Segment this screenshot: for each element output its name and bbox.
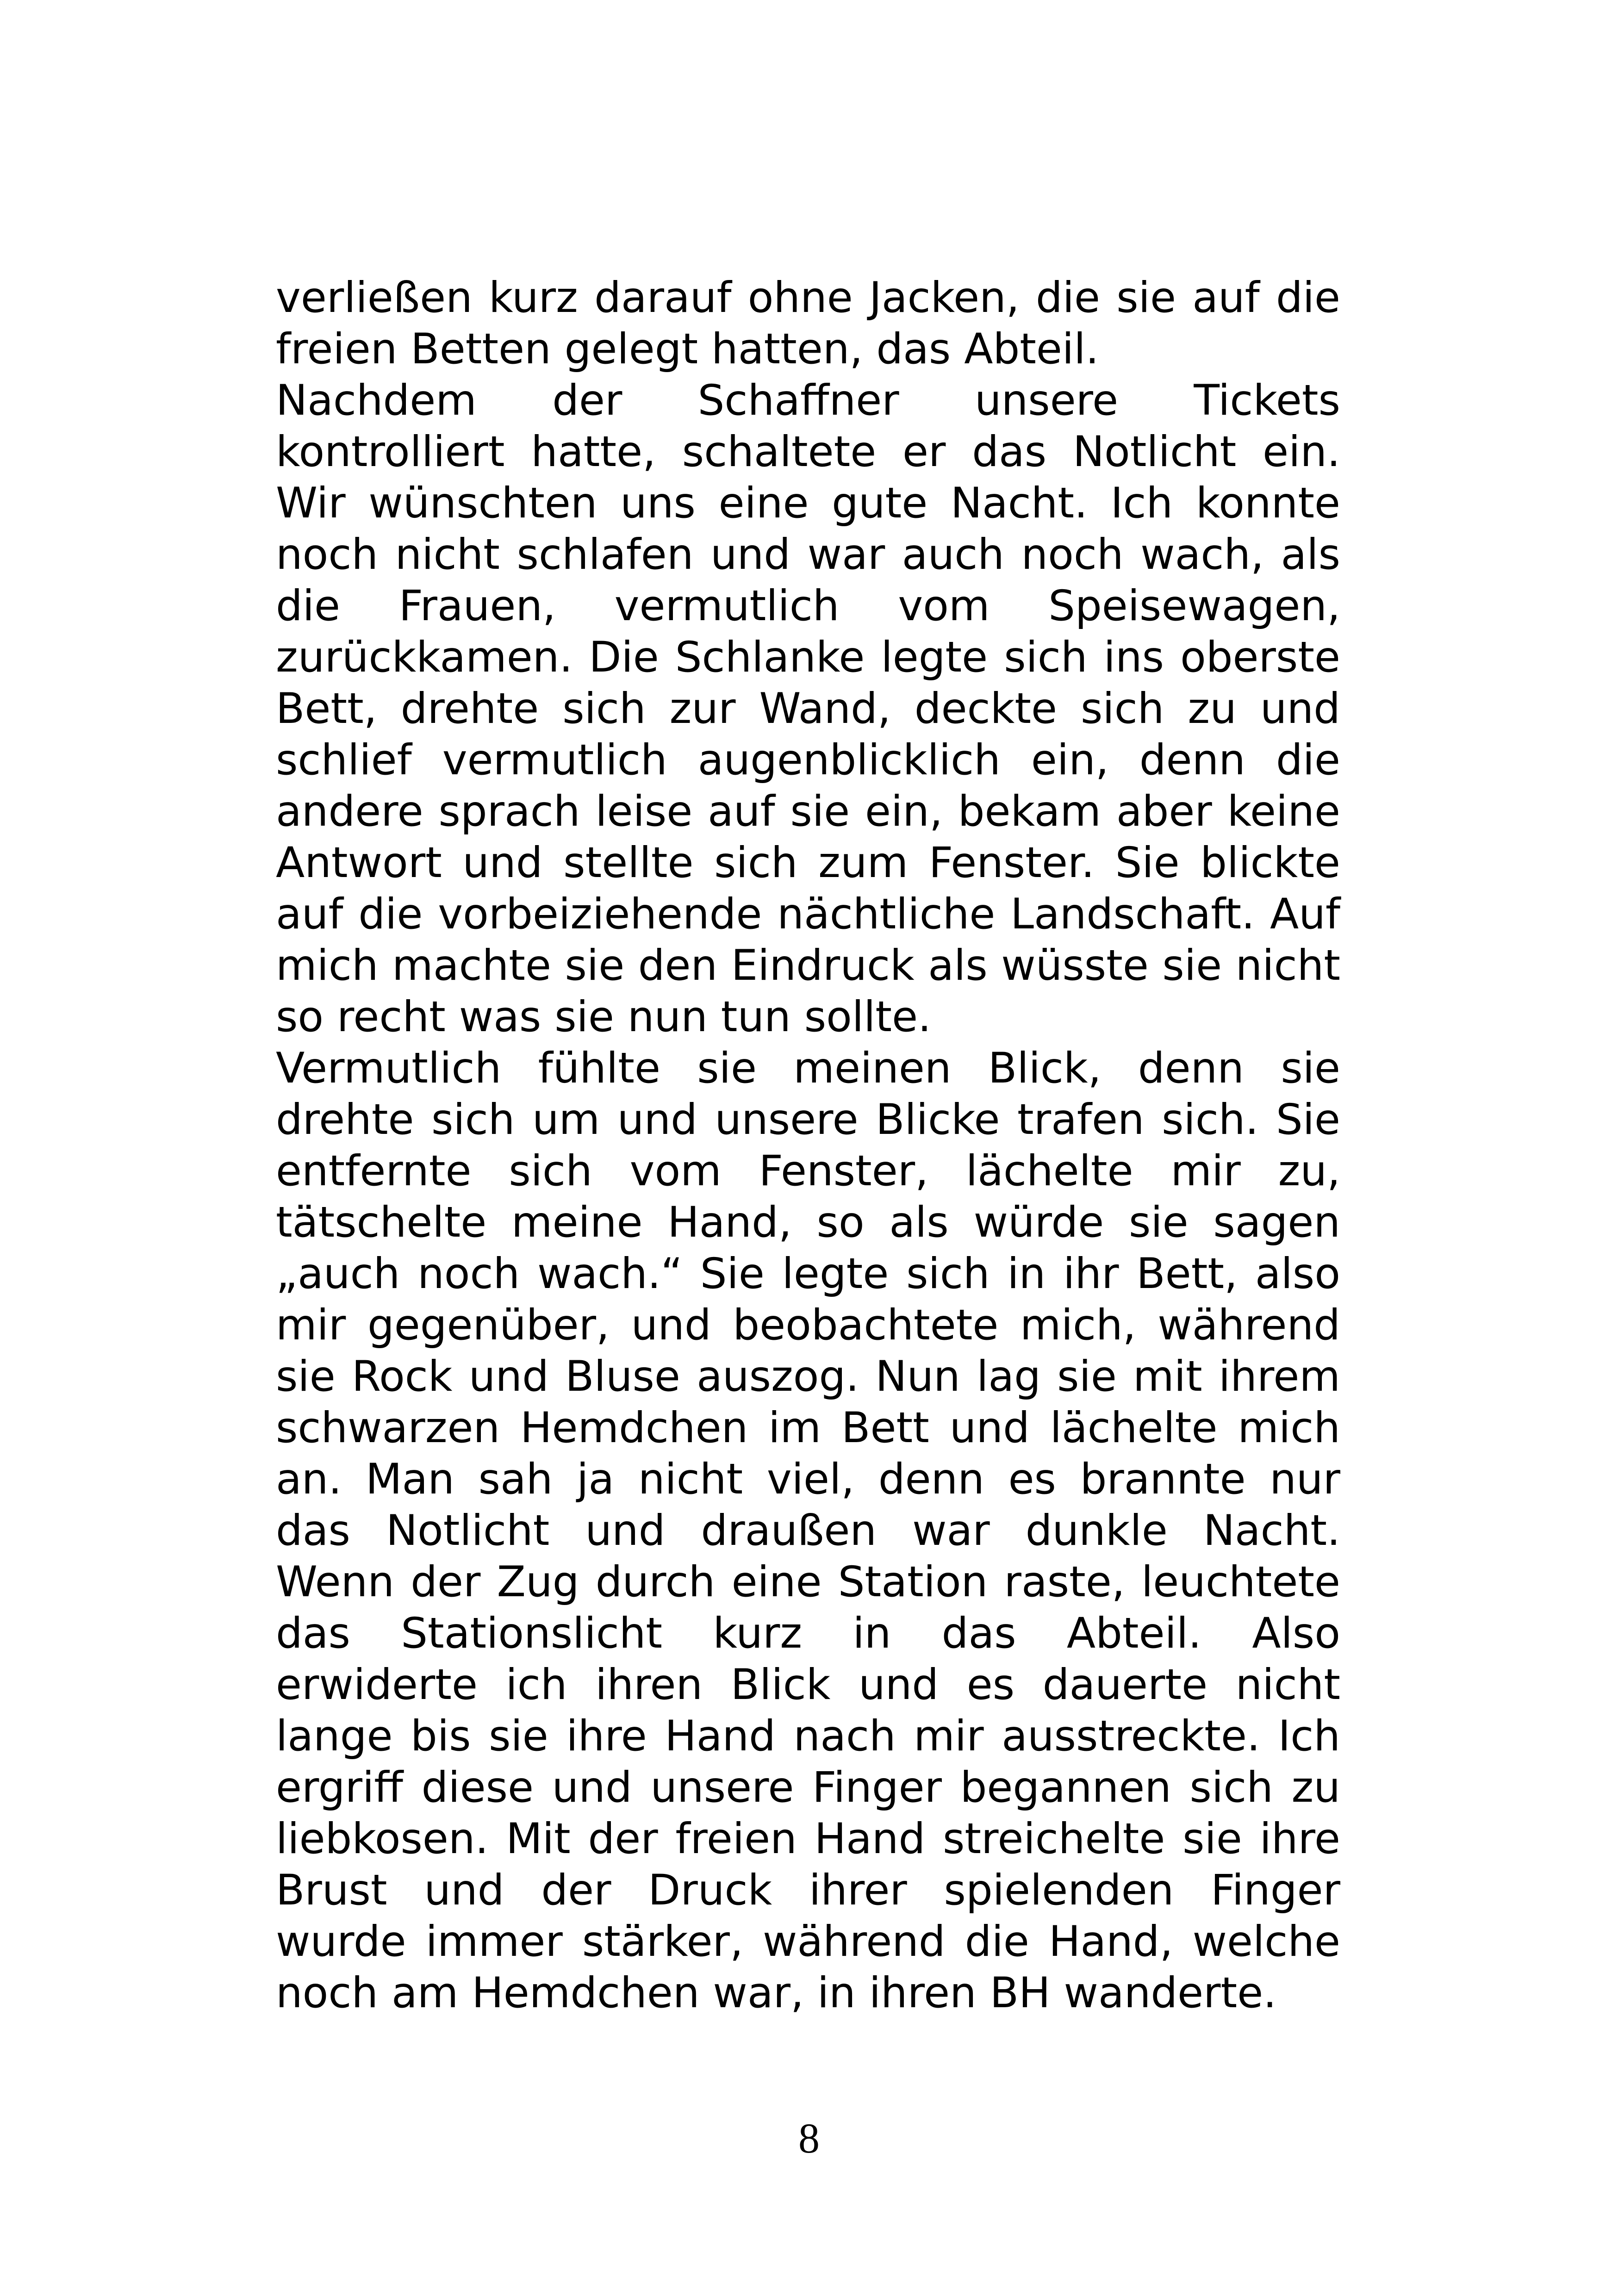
text-line: Brust und der Druck ihrer spielenden Finger bbox=[276, 1866, 1340, 1915]
text-line: auf die vorbeiziehende nächtliche Landschaft. Auf bbox=[276, 890, 1340, 939]
text-line: so recht was sie nun tun sollte. bbox=[276, 993, 932, 1041]
text-line: Nachdem der Schaffner unsere Tickets bbox=[276, 376, 1340, 425]
text-line: verließen kurz darauf ohne Jacken, die sie auf die bbox=[276, 274, 1340, 322]
text-line: lange bis sie ihre Hand nach mir ausstreckte. Ich bbox=[276, 1712, 1340, 1761]
text-line: Wir wünschten uns eine gute Nacht. Ich konnte bbox=[276, 479, 1340, 528]
text-line: erwiderte ich ihren Blick und es dauerte nicht bbox=[276, 1661, 1340, 1709]
text-line: zurückkamen. Die Schlanke legte sich ins oberste bbox=[276, 633, 1340, 682]
paragraph bbox=[276, 375, 1340, 1043]
text-line: mir gegenüber, und beobachtete mich, während bbox=[276, 1301, 1340, 1350]
text-line: an. Man sah ja nicht viel, denn es brannte nur bbox=[276, 1455, 1340, 1504]
text-line: freien Betten gelegt hatten, das Abteil. bbox=[276, 325, 1099, 373]
text-line: mich machte sie den Eindruck als wüsste sie nicht bbox=[276, 941, 1340, 990]
text-line: Bett, drehte sich zur Wand, deckte sich zu und bbox=[276, 684, 1340, 733]
text-line: drehte sich um und unsere Blicke trafen sich. Sie bbox=[276, 1095, 1340, 1144]
text-line: sie Rock und Bluse auszog. Nun lag sie mit ihrem bbox=[276, 1352, 1340, 1401]
text-line: tätschelte meine Hand, so als würde sie sagen bbox=[276, 1198, 1340, 1247]
text-line: Antwort und stellte sich zum Fenster. Sie blickte bbox=[276, 839, 1340, 887]
text-line: noch am Hemdchen war, in ihren BH wanderte. bbox=[276, 1969, 1277, 2017]
text-line: ergriff diese und unsere Finger begannen sich zu bbox=[276, 1763, 1340, 1812]
text-line: „auch noch wach.“ Sie legte sich in ihr Bett, also bbox=[276, 1250, 1340, 1298]
paragraph bbox=[276, 272, 1340, 375]
text-line: schwarzen Hemdchen im Bett und lächelte mich bbox=[276, 1404, 1340, 1452]
text-line: schlief vermutlich augenblicklich ein, denn die bbox=[276, 736, 1340, 784]
page-number: 8 bbox=[798, 2115, 820, 2162]
text-line: das Notlicht und draußen war dunkle Nacht. bbox=[276, 1506, 1340, 1555]
text-line: die Frauen, vermutlich vom Speisewagen, bbox=[276, 582, 1340, 630]
text-line: kontrolliert hatte, schaltete er das Notlicht ein. bbox=[276, 428, 1340, 476]
text-line: wurde immer stärker, während die Hand, welche bbox=[276, 1917, 1340, 1966]
text-line: andere sprach leise auf sie ein, bekam aber keine bbox=[276, 787, 1340, 836]
text-line: entfernte sich vom Fenster, lächelte mir zu, bbox=[276, 1147, 1340, 1195]
body-text bbox=[276, 272, 1340, 2019]
paragraph bbox=[276, 1043, 1340, 2019]
text-line: das Stationslicht kurz in das Abteil. Also bbox=[276, 1609, 1340, 1658]
text-line: noch nicht schlafen und war auch noch wach, als bbox=[276, 530, 1340, 579]
text-line: liebkosen. Mit der freien Hand streichelte sie ihre bbox=[276, 1815, 1340, 1863]
text-line: Wenn der Zug durch eine Station raste, leuchtete bbox=[276, 1558, 1340, 1606]
text-line: Vermutlich fühlte sie meinen Blick, denn sie bbox=[276, 1044, 1340, 1093]
